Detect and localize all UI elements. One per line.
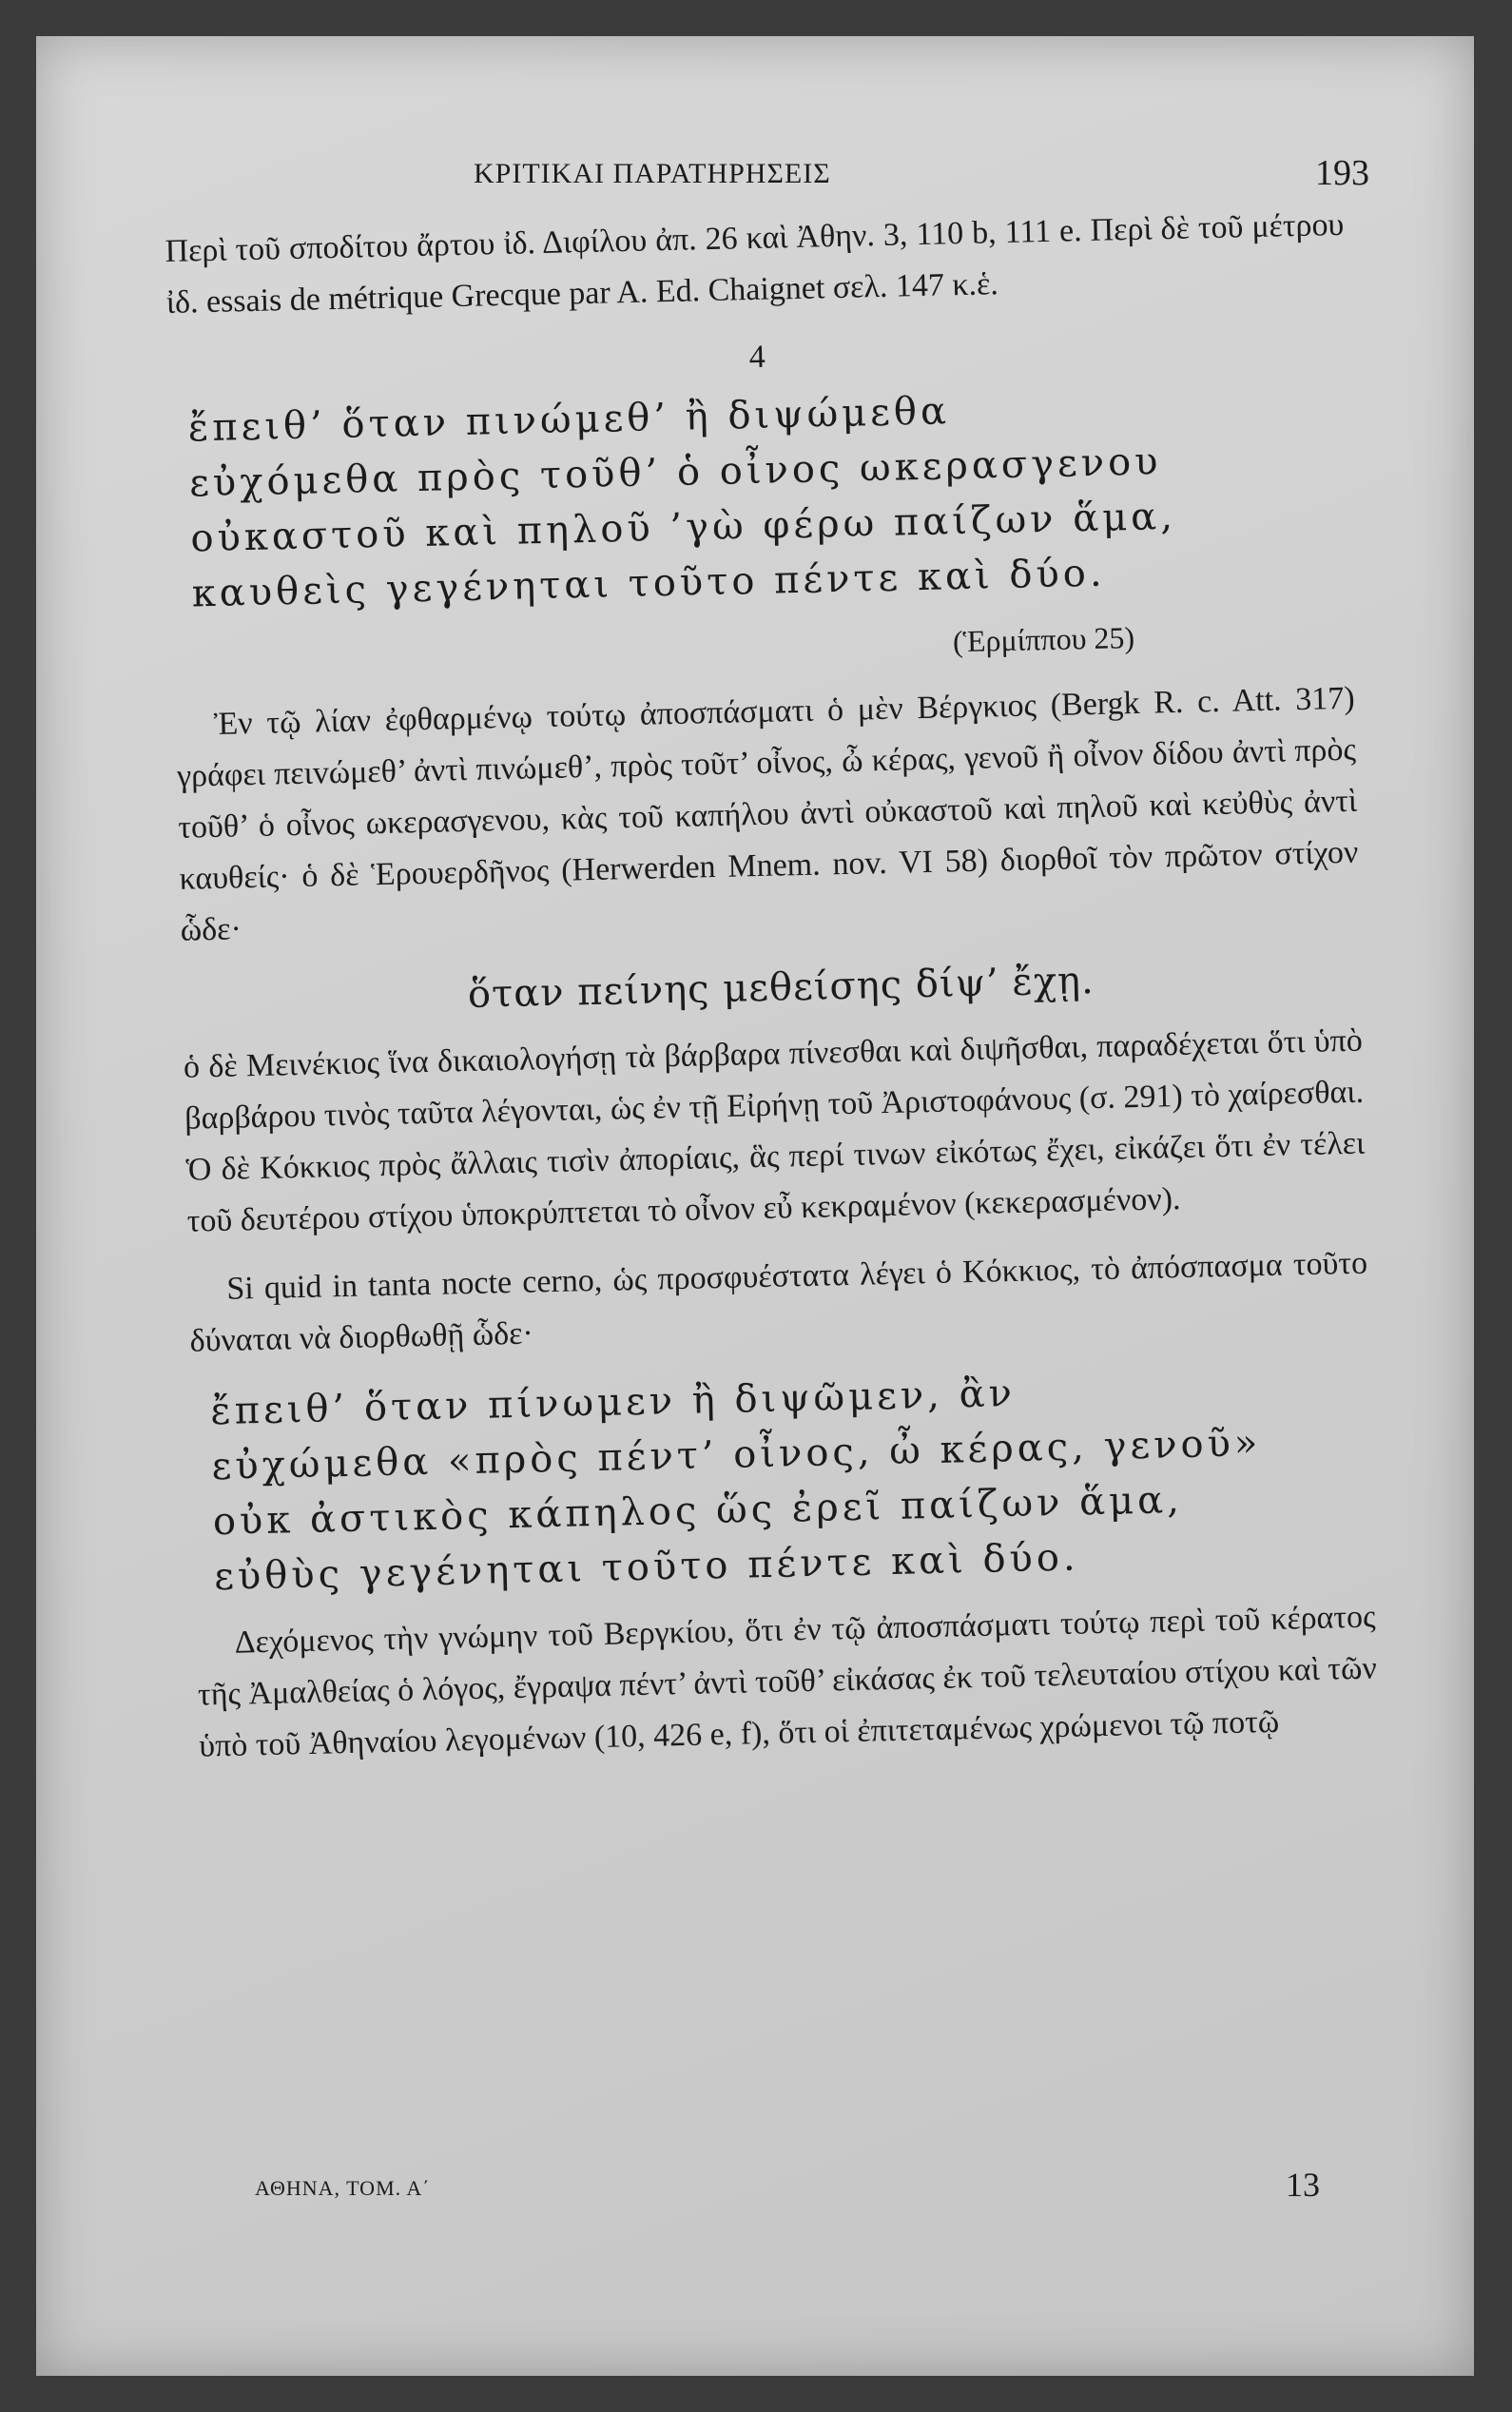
verse-line: ἔπειθ’ ὅταν πινώμεθ’ ἢ διψώμεθα <box>187 389 951 451</box>
body-text <box>165 200 1379 1790</box>
verse-block-2 <box>201 947 1362 1029</box>
commentary-paragraph-2: ὁ δὲ Μεινέκιος ἵνα δικαιολογήσῃ τὰ βάρβαρα πίνεσθαι καὶ διψῆσθαι, παραδέχεται ὅτι ὑπὸ βαρβάρου τινὸς ταῦτα λέγονται, ὡς ἐν τῇ Εἰρήνῃ τοῦ Ἀριστοφάνους (σ. 291) τὸ χαίρεσθαι. Ὁ δὲ Κόκκιος πρὸς ἄλλαις τισὶν ἀπορίαις, ἃς περί τινων εἰκότως ἔχει, εἰκάζει ὅτι ἐν τέλει τοῦ δευτέρου στίχου ὑποκρύπτεται τὸ οἶνον εὖ κεκραμένον (κεκερασμένον). <box>183 1022 1366 1239</box>
page-number: 193 <box>1315 153 1369 193</box>
page-header <box>36 152 1474 193</box>
page-footer <box>255 2165 1320 2212</box>
verse-line: οὐκαστοῦ καὶ πηλοῦ ’γὼ φέρω παίζων ἅμα, <box>189 494 1177 561</box>
verse-line: καυθεὶς γεγένηται τοῦτο πέντε καὶ δύο. <box>191 551 1107 616</box>
section-number: 4 <box>748 339 766 376</box>
verse-block-1 <box>187 375 1352 622</box>
intro-paragraph: Περὶ τοῦ σποδίτου ἄρτου ἰδ. Διφίλου ἀπ. 26 καὶ Ἀθην. 3, 110 b, 111 e. Περὶ δὲ τοῦ μέτρου ἰδ. essais de métrique Grecque par A. Ed. Chaignet σελ. 147 κ.ἑ. <box>165 206 1345 321</box>
verse-line: ὅταν πείνης μεθείσης δίψ’ ἔχῃ. <box>467 959 1095 1017</box>
book-page <box>36 36 1474 2376</box>
verse-line: εὐχώμεθα «πρὸς πέντ’ οἶνος, ὦ κέρας, γενοῦ» <box>211 1421 1262 1489</box>
verse-line: ἔπειθ’ ὅταν πίνωμεν ἢ διψῶμεν, ἂν <box>209 1371 1017 1434</box>
verse-line: οὐκ ἀστικὸς κάπηλος ὥς ἐρεῖ παίζων ἅμα, <box>212 1478 1184 1545</box>
verse-block-3 <box>210 1358 1375 1605</box>
verse-attribution: (Ἑρμίππου 25) <box>952 619 1135 659</box>
commentary-paragraph-3: Si quid in tanta nocte cerno, ὡς προσφυέστατα λέγει ὁ Κόκκιος, τὸ ἀπόσπασμα τοῦτο δύναται νὰ διορθωθῇ ὧδε· <box>189 1245 1368 1359</box>
verse-line: εὐχόμεθα πρὸς τοῦθ’ ὁ οἶνος ωκερασγενου <box>188 439 1162 506</box>
commentary-paragraph-4: Δεχόμενος τὴν γνώμην τοῦ Βεργκίου, ὅτι ἐν τῷ ἀποσπάσματι τούτῳ περὶ τοῦ κέρατος τῆς Ἀμαλθείας ὁ λόγος, ἔγραψα πέντ’ ἀντὶ τοῦθ’ εἰκάσας ἐκ τοῦ τελευταίου στίχου καὶ τῶν ὑπὸ τοῦ Ἀθηναίου λεγομένων (10, 426 e, f), ὅτι οἱ ἐπιτεταμένως χρώμενοι τῷ ποτῷ <box>197 1599 1378 1764</box>
commentary-paragraph-1: Ἐν τῷ λίαν ἐφθαρμένῳ τούτῳ ἀποσπάσματι ὁ μὲν Βέργκιος (Bergk R. c. Att. 317) γράφει πειvώμεθ’ ἀντὶ πινώμεθ’, πρὸς τοῦτ’ οἶνος, ὦ κέρας, γενοῦ ἢ οἶνον δίδου ἀντὶ πρὸς τοῦθ’ ὁ οἶνος ωκερασγενου, κὰς τοῦ καπήλου ἀντὶ οὐκαστοῦ καὶ πηλοῦ καὶ κεὐθὺς ἀντὶ καυθείς· ὁ δὲ Ἑρουερδῆνος (Herwerden Mnem. nov. VI 58) διορθοῖ τὸν πρῶτον στίχον ὧδε· <box>176 680 1359 948</box>
verse-line: εὐθὺς γεγένηται τοῦτο πέντε καὶ δύο. <box>213 1535 1080 1600</box>
running-title: ΚΡΙΤΙΚΑΙ ΠΑΡΑΤΗΡΗΣΕΙΣ <box>474 158 831 189</box>
printer-signature: ΑΘΗΝΑ, ΤΟΜ. Α΄ <box>255 2176 431 2200</box>
sheet-number: 13 <box>1286 2166 1320 2204</box>
